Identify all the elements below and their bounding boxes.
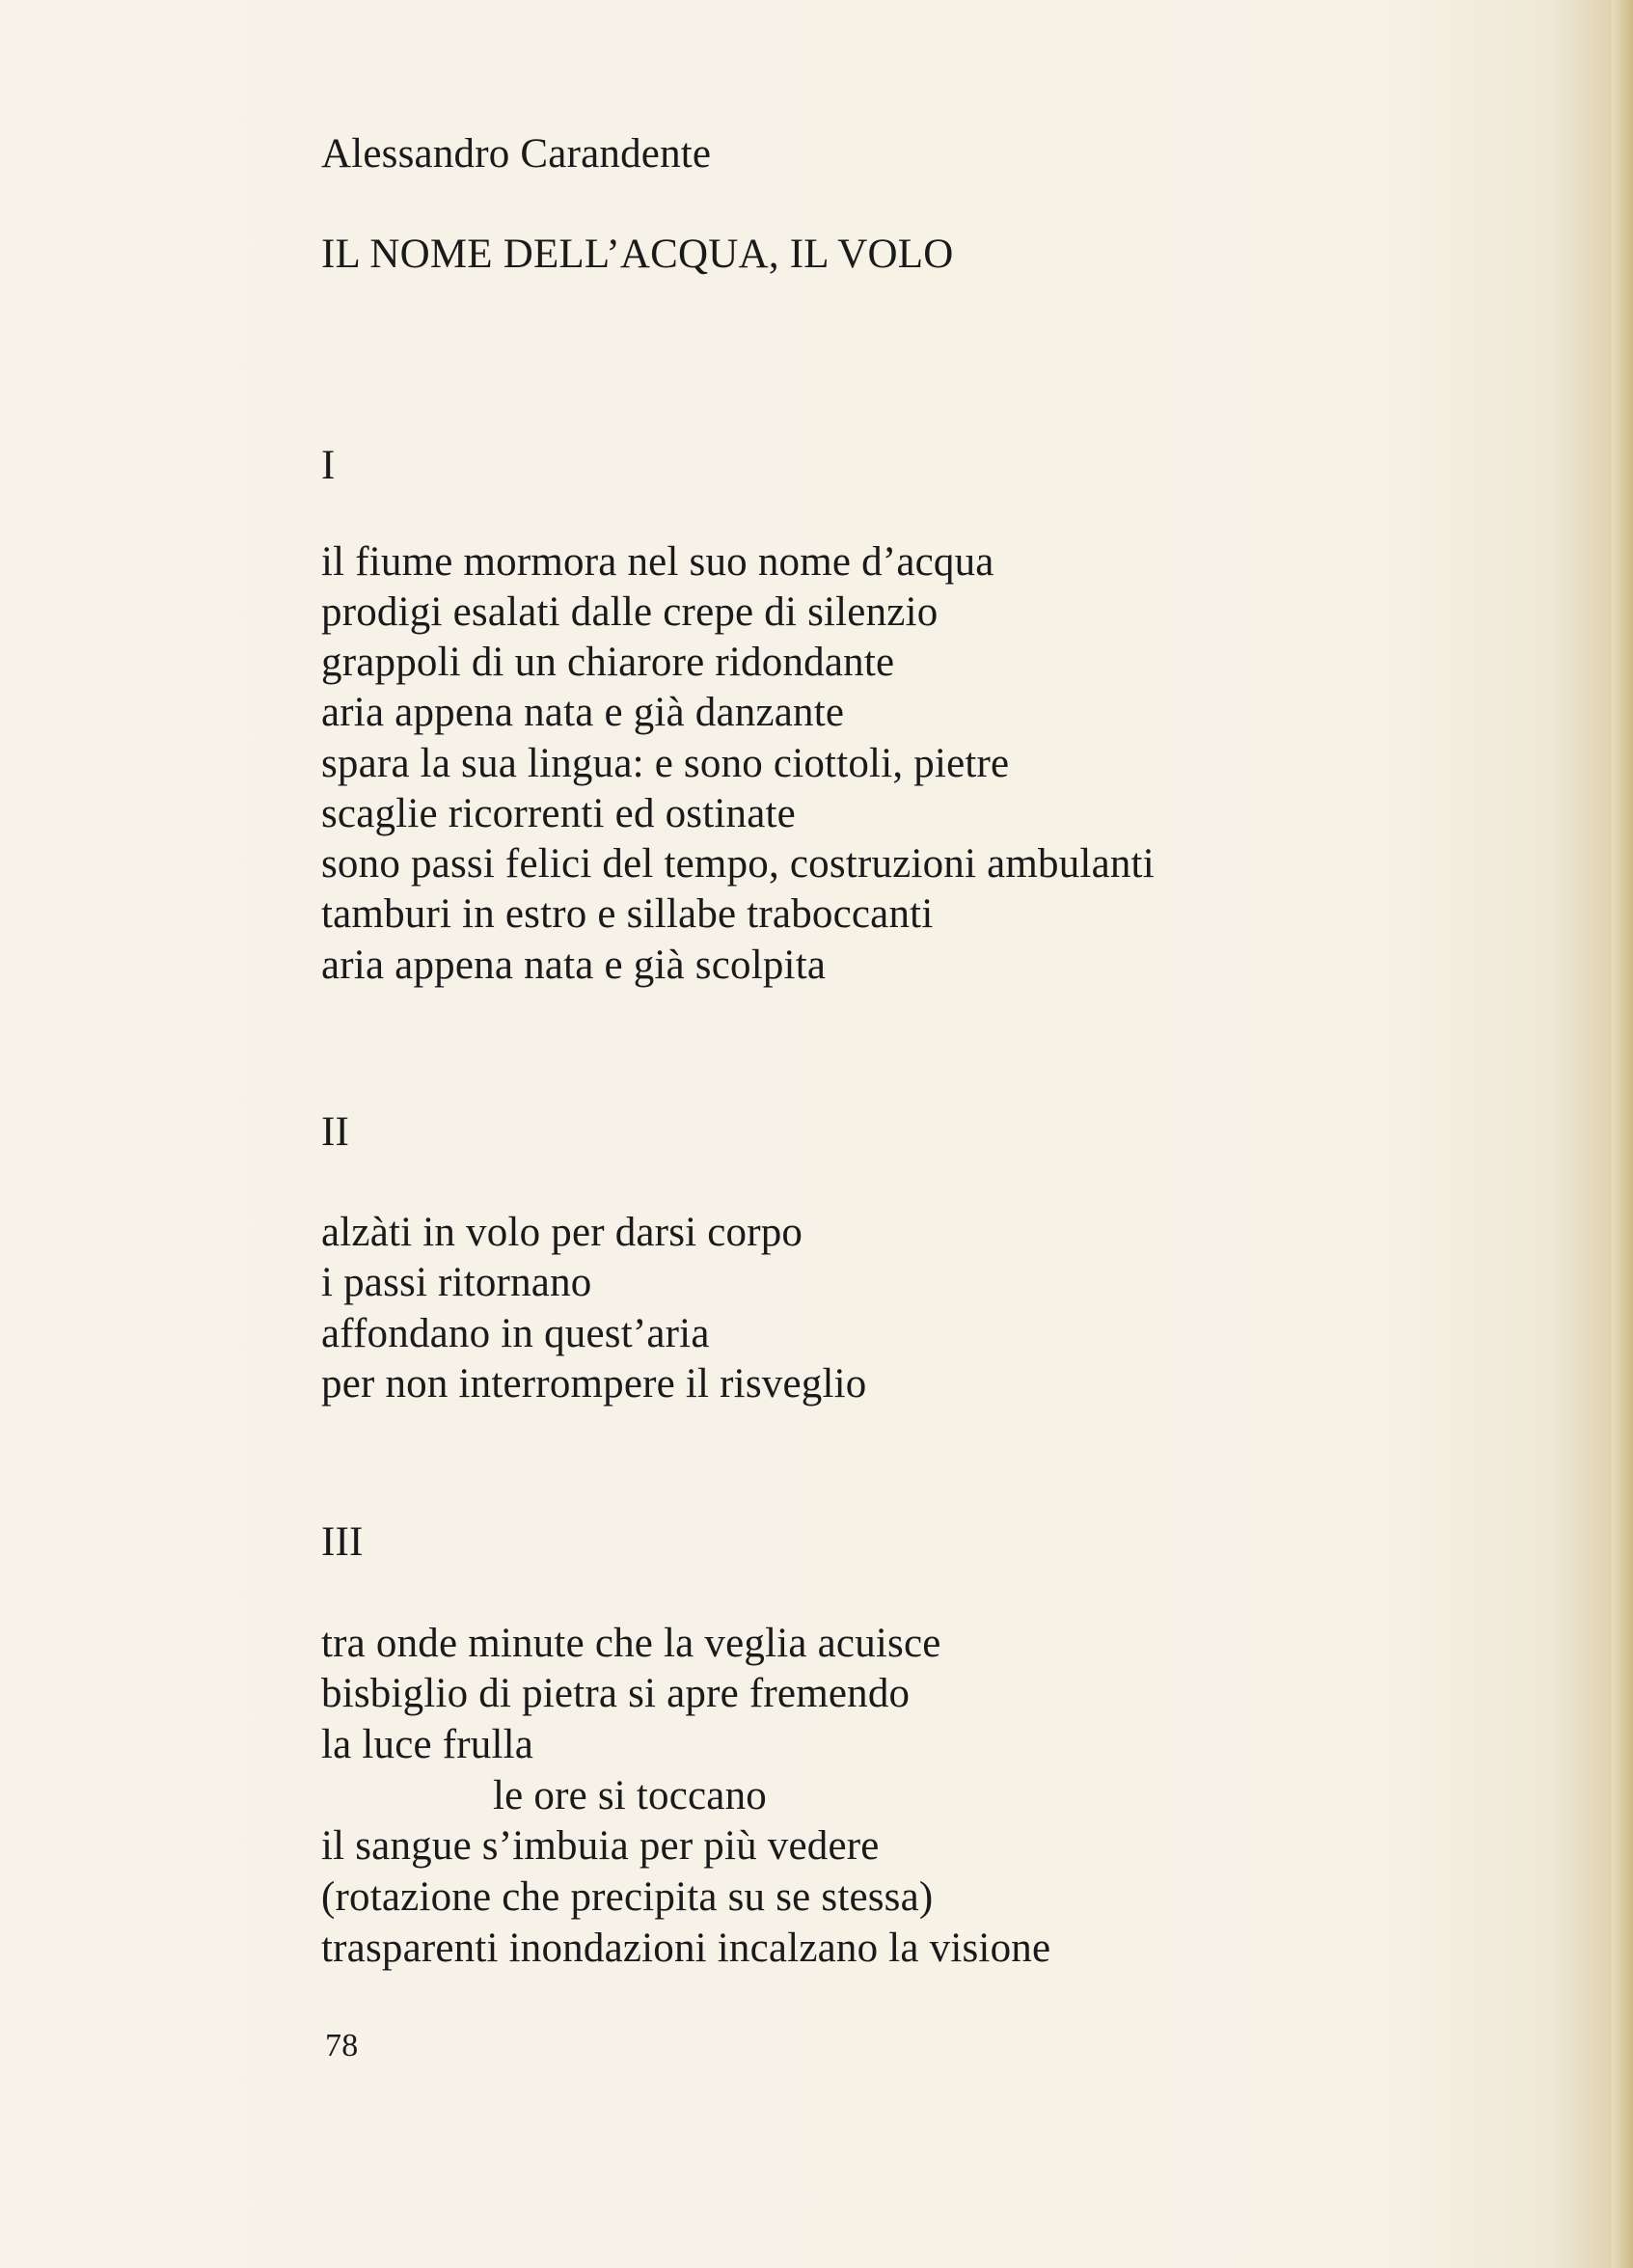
verse-line: aria appena nata e già scolpita [321,943,827,988]
verse-line: alzàti in volo per darsi corpo [321,1210,803,1255]
verse-line: (rotazione che precipita su se stessa) [321,1874,934,1920]
verse-line: scaglie ricorrenti ed ostinate [321,791,796,836]
section-numeral: I [321,443,336,488]
verse-line: la luce frulla [321,1722,534,1767]
poem-title: IL NOME DELL’ACQUA, IL VOLO [321,232,954,277]
verse-line: tra onde minute che la veglia acuisce [321,1621,941,1666]
verse-line: il sangue s’imbuia per più vedere [321,1823,880,1869]
section-numeral: III [321,1519,364,1565]
verse-line: trasparenti inondazioni incalzano la visione [321,1926,1051,1971]
verse-line: affondano in quest’aria [321,1311,710,1356]
verse-line: sono passi felici del tempo, costruzioni ambulanti [321,841,1155,887]
verse-line: prodigi esalati dalle crepe di silenzio [321,589,939,635]
verse-line: per non interrompere il risveglio [321,1361,867,1407]
author-name: Alessandro Carandente [321,131,712,177]
verse-line: le ore si toccano [493,1773,767,1818]
page-edge [1612,0,1633,2268]
verse-line: i passi ritornano [321,1260,592,1305]
verse-line: il fiume mormora nel suo nome d’acqua [321,539,994,585]
verse-line: bisbiglio di pietra si apre fremendo [321,1671,911,1716]
verse-line: grappoli di un chiarore ridondante [321,640,895,685]
verse-line: tamburi in estro e sillabe traboccanti [321,891,934,937]
section-numeral: II [321,1109,350,1155]
verse-line: aria appena nata e già danzante [321,690,845,735]
verse-line: spara la sua lingua: e sono ciottoli, pietre [321,741,1010,786]
page-number: 78 [325,2028,359,2063]
